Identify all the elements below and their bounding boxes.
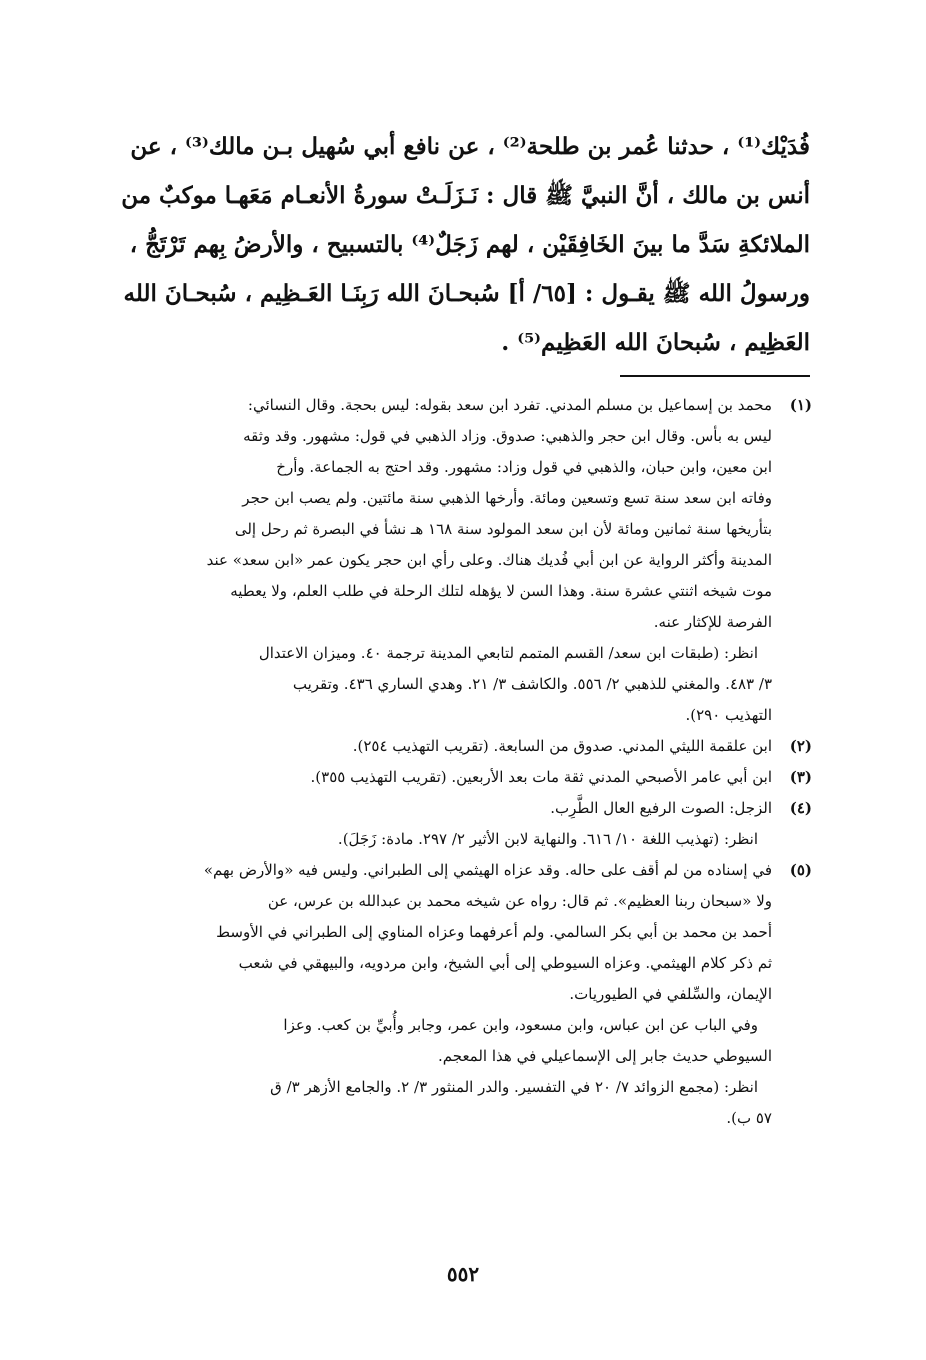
page-number: ٥٥٢	[446, 1262, 480, 1286]
footnote-line: انظر: (تهذيب اللغة ١٠/ ٦١٦. والنهاية لابن الأثير ٢/ ٢٩٧. مادة: زَجَلَ).	[337, 830, 758, 848]
footnote-line: في إسناده من لم أقف على حاله. وقد عزاه الهيثمي إلى الطبراني. وليس فيه «والأرض بهم»	[203, 861, 772, 879]
footnote-line: الإيمان، والسِّلفي في الطيوريات.	[569, 985, 772, 1003]
main-text-line: أنس بن مالك ، أنَّ النبيَّ ﷺ قال : نَـزَلَـتْ سورةُ الأنعـام مَعَهـا موكبٌ من	[121, 182, 810, 209]
footnote-line: ابن علقمة الليثي المدني. صدوق من السابعة. (تقريب التهذيب ٢٥٤).	[352, 737, 772, 755]
footnote-line: وفي الباب عن ابن عباس، وابن مسعود، وابن عمر، وجابر وأُبيِّ بن كعب. وعزا	[283, 1016, 758, 1034]
footnote-1	[100, 390, 812, 638]
footnote-line: المدينة وأكثر الرواية عن ابن أبي فُديك هناك. وعلى رأي ابن حجر يكون عمر «ابن سعد» عند	[206, 551, 772, 569]
main-hadith-text	[98, 122, 810, 367]
footnote-line: محمد بن إسماعيل بن مسلم المدني. تفرد ابن سعد بقوله: ليس بحجة. وقال النسائي:	[247, 396, 772, 414]
footnote-line: ابن أبي عامر الأصبحي المدني ثقة مات بعد الأربعين. (تقريب التهذيب ٣٥٥).	[310, 768, 772, 786]
footnote-line: انظر: (طبقات ابن سعد/ القسم المتمم لتابعي المدينة ترجمة ٤٠. وميزان الاعتدال	[258, 644, 758, 662]
footnote-5	[100, 855, 812, 1010]
footnote-line: ٣/ ٤٨٣. والمغني للذهبي ٢/ ٥٥٦. والكاشف ٣/ ٢١. وهدي الساري ٤٣٦. وتقريب	[292, 675, 772, 693]
footnote-line: الفرصة للإكثار عنه.	[653, 613, 772, 631]
footnote-line: انظر: (مجمع الزوائد ٧/ ٢٠ في التفسير. والدر المنثور ٣/ ٢. والجامع الأزهر ٣/ ق	[270, 1078, 758, 1096]
footnote-line: ثم ذكر كلام الهيثمي. وعزاه السيوطي إلى أبي الشيخ، وابن مردويه، والبيهقي في شعب	[238, 954, 772, 972]
footnote-number: (٤)	[789, 799, 812, 817]
footnote-number: (٢)	[789, 737, 812, 755]
footnote-line: الزجل: الصوت الرفيع العال الطَّرِب.	[550, 799, 772, 817]
main-text-line: ورسولُ الله ﷺ يقـول : [٦٥/ أ] سُبحـانَ الله رَبِنَـا العَـظِيم ، سُبحـانَ الله	[123, 280, 810, 307]
footnote-line: أحمد بن محمد بن أبي بكر السالمي. ولم أعرفهما وعزاه المناوي إلى الطبراني في الأوسط	[216, 923, 772, 941]
footnote-line: ولا «سبحان ربنا العظيم». ثم قال: رواه عن شيخه محمد بن عبدالله بن عرس، عن	[267, 892, 772, 910]
footnote-line: ليس به بأس. وقال ابن حجر والذهبي: صدوق. وزاد الذهبي في قول: مشهور. وقد وثقه	[243, 427, 772, 445]
main-text-line: الملائكةِ سَدَّ ما بينَ الخَافِقَيْن ، لهم زَجَلٌ⁽⁴⁾ بالتسبيح ، والأرضُ بِهم تَرْتَجُّ ،	[129, 231, 810, 258]
footnote-2	[100, 731, 812, 762]
footnote-line: ٥٧ ب).	[726, 1109, 772, 1127]
footnote-line: بتأريخها سنة ثمانين ومائة لأن ابن سعد المولود سنة ١٦٨ هـ نشأ في البصرة ثم رحل إلى	[234, 520, 772, 538]
footnotes-section	[100, 390, 812, 1134]
footnote-line: التهذيب ٢٩٠).	[685, 706, 772, 724]
footnote-line: السيوطي حديث جابر إلى الإسماعيلي في هذا المعجم.	[438, 1047, 772, 1065]
footnote-number: (٥)	[789, 861, 812, 879]
main-text-line: فُدَيْك⁽¹⁾ ، حدثنا عُمر بن طلحة⁽²⁾ ، عن نافع أبي سُهيل بـن مالك⁽³⁾ ، عن	[130, 133, 810, 160]
footnote-line: ابن معين، وابن حبان، والذهبي في قول وزاد: مشهور. وقد احتج به الجماعة. وأرخ	[276, 458, 772, 476]
footnote-3	[100, 762, 812, 793]
footnote-number: (١)	[789, 396, 812, 414]
footnote-line: موت شيخه اثنتي عشرة سنة. وهذا السن لا يؤهله لتلك الرحلة في طلب العلم، ولا يعطيه	[230, 582, 772, 600]
footnote-4-references	[100, 824, 812, 855]
footnote-5-related	[100, 1010, 812, 1072]
footnote-line: وفاته ابن سعد سنة تسع وتسعين ومائة. وأرخها الذهبي سنة مائتين. ولم يصب ابن حجر	[242, 489, 772, 507]
footnote-divider	[620, 375, 810, 377]
footnote-5-references	[100, 1072, 812, 1134]
main-text-line: العَظِيم ، سُبحانَ الله العَظِيم⁽⁵⁾ .	[501, 329, 810, 356]
footnote-4	[100, 793, 812, 824]
footnote-number: (٣)	[789, 768, 812, 786]
footnote-1-references	[100, 638, 812, 731]
